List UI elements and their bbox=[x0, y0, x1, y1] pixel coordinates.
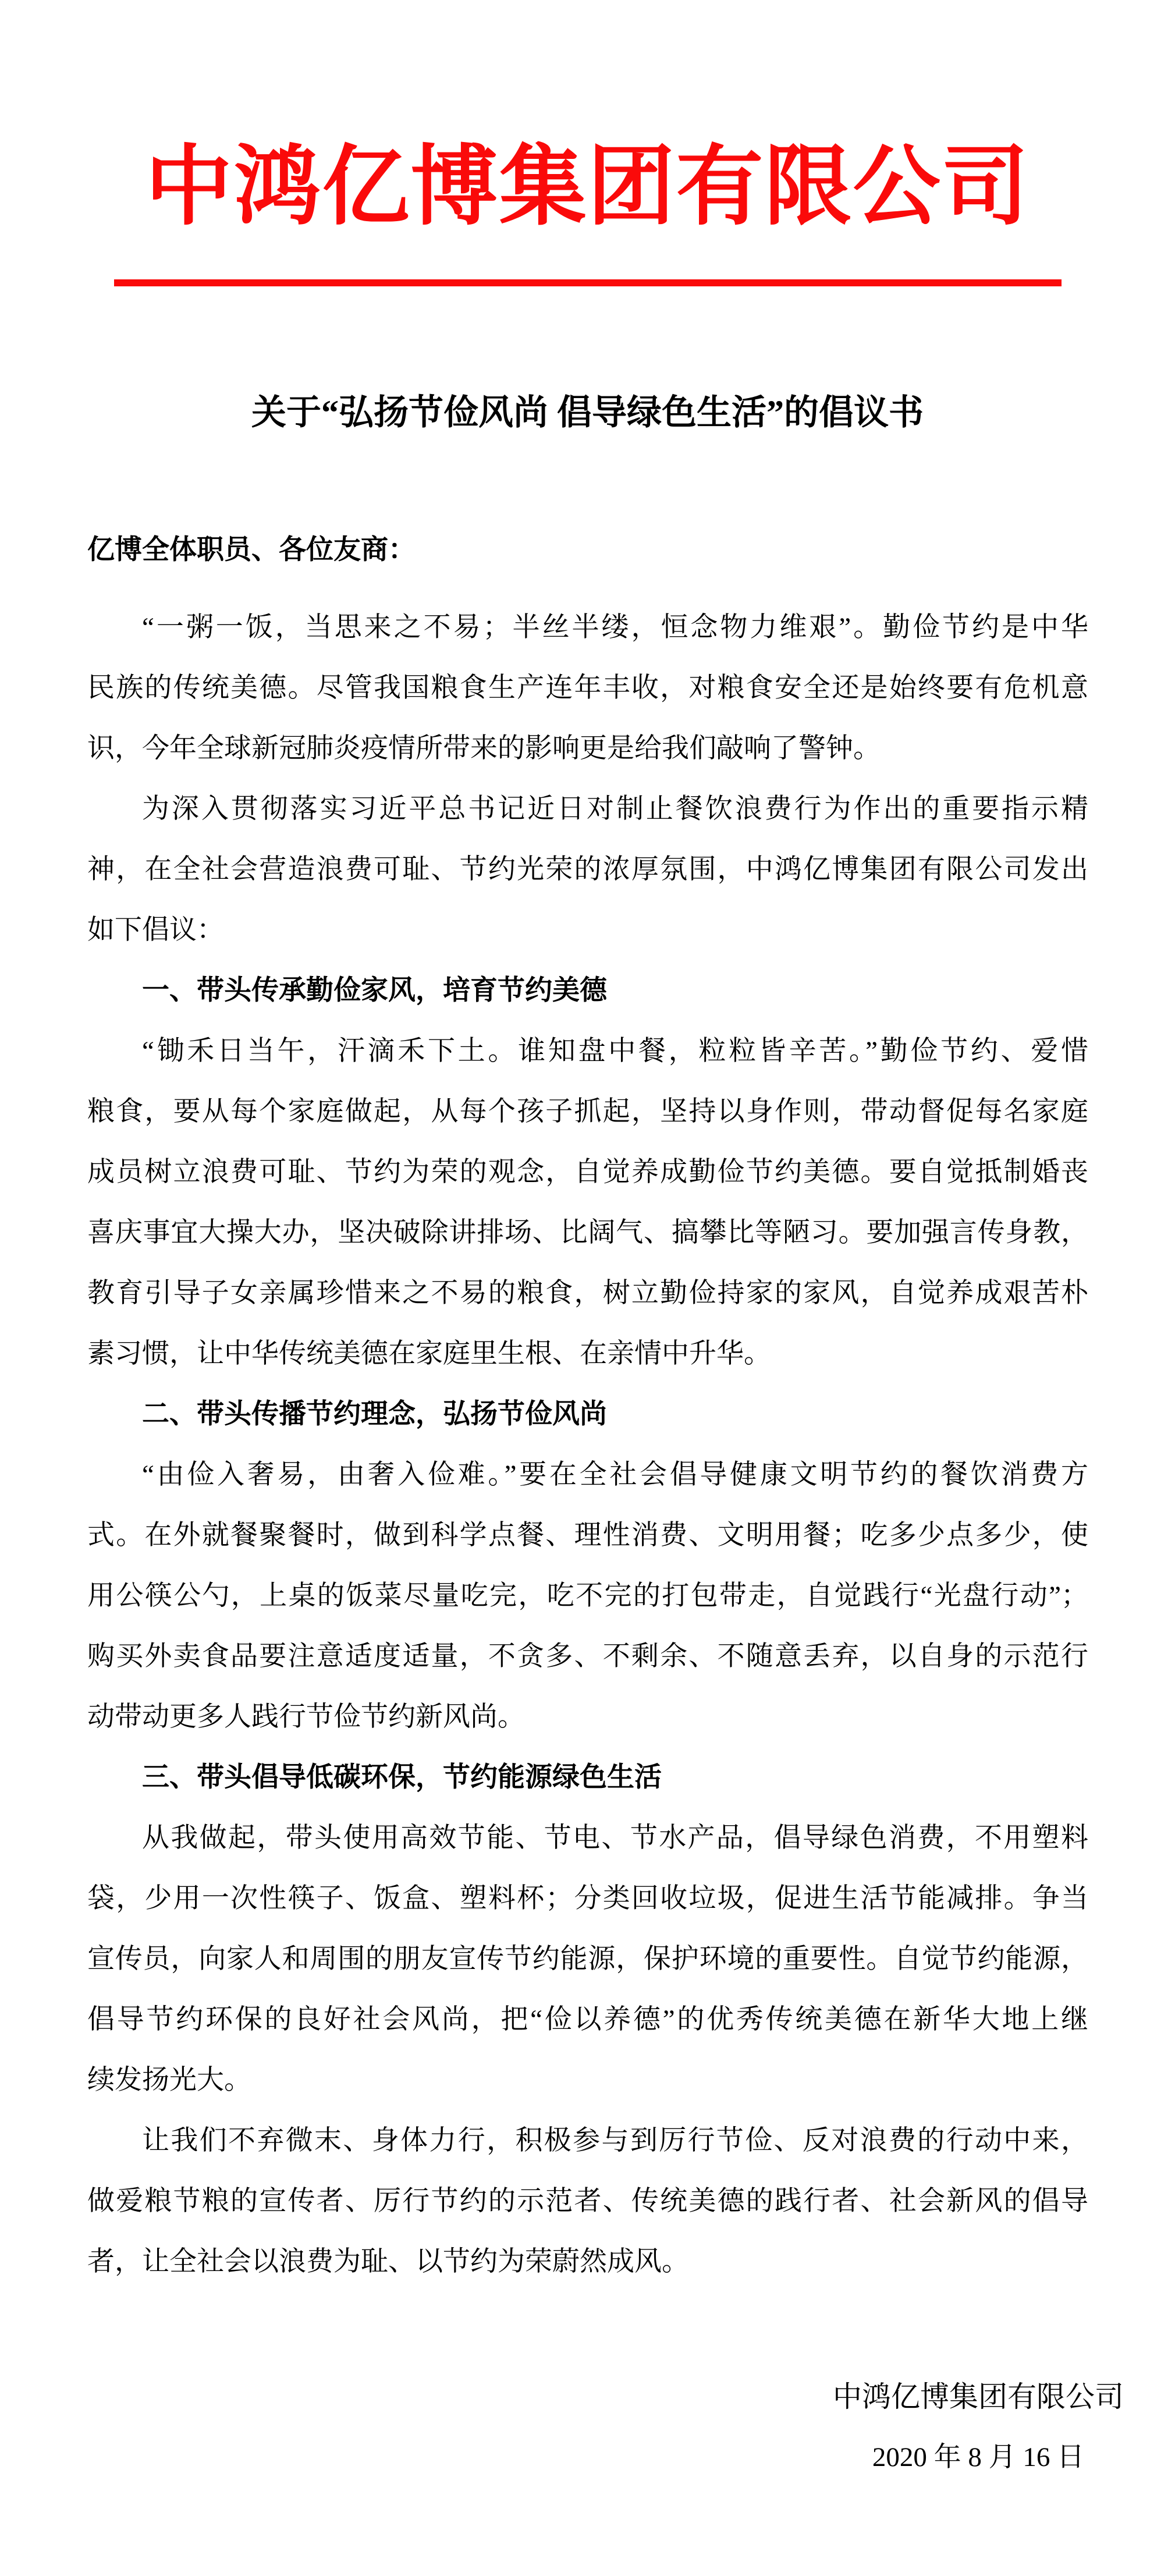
body-line: 为深入贯彻落实习近平总书记近日对制止餐饮浪费行为作出的重要指示精 bbox=[142, 794, 1088, 824]
body-line: 宣传员，向家人和周围的朋友宣传节约能源，保护环境的重要性。自觉节约能源， bbox=[87, 1944, 1088, 1974]
body-line: 者，让全社会以浪费为耻、以节约为荣蔚然成风。 bbox=[87, 2247, 689, 2277]
body-line: 续发扬光大。 bbox=[87, 2065, 251, 2095]
section-heading: 三、带头倡导低碳环保，节约能源绿色生活 bbox=[142, 1762, 662, 1793]
closing-block bbox=[0, 2366, 1175, 2488]
body-line: 让我们不弃微末、身体力行，积极参与到厉行节俭、反对浪费的行动中来， bbox=[142, 2126, 1088, 2156]
body-line: 动带动更多人践行节俭节约新风尚。 bbox=[87, 1702, 525, 1732]
signature-group bbox=[833, 2366, 1124, 2488]
body-line: 成员树立浪费可耻、节约为荣的观念，自觉养成勤俭节约美德。要自觉抵制婚丧 bbox=[87, 1157, 1088, 1187]
body-line: 教育引导子女亲属珍惜来之不易的粮食，树立勤俭持家的家风，自觉养成艰苦朴 bbox=[87, 1278, 1088, 1308]
signature-date: 2020 年 8 月 16 日 bbox=[872, 2442, 1085, 2472]
body-line: 粮食，要从每个家庭做起，从每个孩子抓起，坚持以身作则，带动督促每名家庭 bbox=[87, 1097, 1088, 1127]
section-heading: 二、带头传播节约理念，弘扬节俭风尚 bbox=[142, 1399, 607, 1429]
body-line: “锄禾日当午，汗滴禾下土。谁知盘中餐，粒粒皆辛苦。”勤俭节约、爱惜 bbox=[142, 1036, 1088, 1066]
body-line: 如下倡议： bbox=[87, 915, 224, 945]
body-line: 从我做起，带头使用高效节能、节电、节水产品，倡导绿色消费，不用塑料 bbox=[142, 1823, 1088, 1853]
body-line: 神，在全社会营造浪费可耻、节约光荣的浓厚氛围，中鸿亿博集团有限公司发出 bbox=[87, 854, 1088, 885]
letterhead bbox=[0, 0, 1175, 286]
body-line: “一粥一饭，当思来之不易；半丝半缕，恒念物力维艰”。勤俭节约是中华 bbox=[142, 612, 1088, 643]
document-body bbox=[87, 597, 1088, 2292]
body-line: 购买外卖食品要注意适度适量，不贪多、不剩余、不随意丢弃，以自身的示范行 bbox=[87, 1641, 1088, 1672]
body-line: 袋，少用一次性筷子、饭盒、塑料杯；分类回收垃圾，促进生活节能减排。争当 bbox=[87, 1883, 1088, 1914]
document-title: 关于“弘扬节俭风尚 倡导绿色生活”的倡议书 bbox=[251, 393, 924, 432]
body-line: “由俭入奢易，由奢入俭难。”要在全社会倡导健康文明节约的餐饮消费方 bbox=[142, 1460, 1088, 1490]
section-heading: 一、带头传承勤俭家风，培育节约美德 bbox=[142, 975, 607, 1006]
signature-company: 中鸿亿博集团有限公司 bbox=[833, 2380, 1124, 2413]
letterhead-divider-rule bbox=[114, 279, 1062, 286]
body-line: 用公筷公勺，上桌的饭菜尽量吃完，吃不完的打包带走，自觉践行“光盘行动”； bbox=[87, 1581, 1088, 1611]
body-line: 倡导节约环保的良好社会风尚，把“俭以养德”的优秀传统美德在新华大地上继 bbox=[87, 2004, 1088, 2035]
body-line: 素习惯，让中华传统美德在家庭里生根、在亲情中升华。 bbox=[87, 1339, 771, 1369]
body-line: 喜庆事宜大操大办，坚决破除讲排场、比阔气、搞攀比等陋习。要加强言传身教， bbox=[87, 1218, 1088, 1248]
body-line: 做爱粮节粮的宣传者、厉行节约的示范者、传统美德的践行者、社会新风的倡导 bbox=[87, 2186, 1088, 2216]
salutation: 亿博全体职员、各位友商： bbox=[87, 535, 416, 565]
body-line: 民族的传统美德。尽管我国粮食生产连年丰收，对粮食安全还是始终要有危机意 bbox=[87, 673, 1088, 703]
body-line: 式。在外就餐聚餐时，做到科学点餐、理性消费、文明用餐；吃多少点多少，使 bbox=[87, 1520, 1088, 1550]
body-line: 识，今年全球新冠肺炎疫情所带来的影响更是给我们敲响了警钟。 bbox=[87, 733, 881, 764]
company-letterhead-title: 中鸿亿博集团有限公司 bbox=[145, 139, 1030, 236]
